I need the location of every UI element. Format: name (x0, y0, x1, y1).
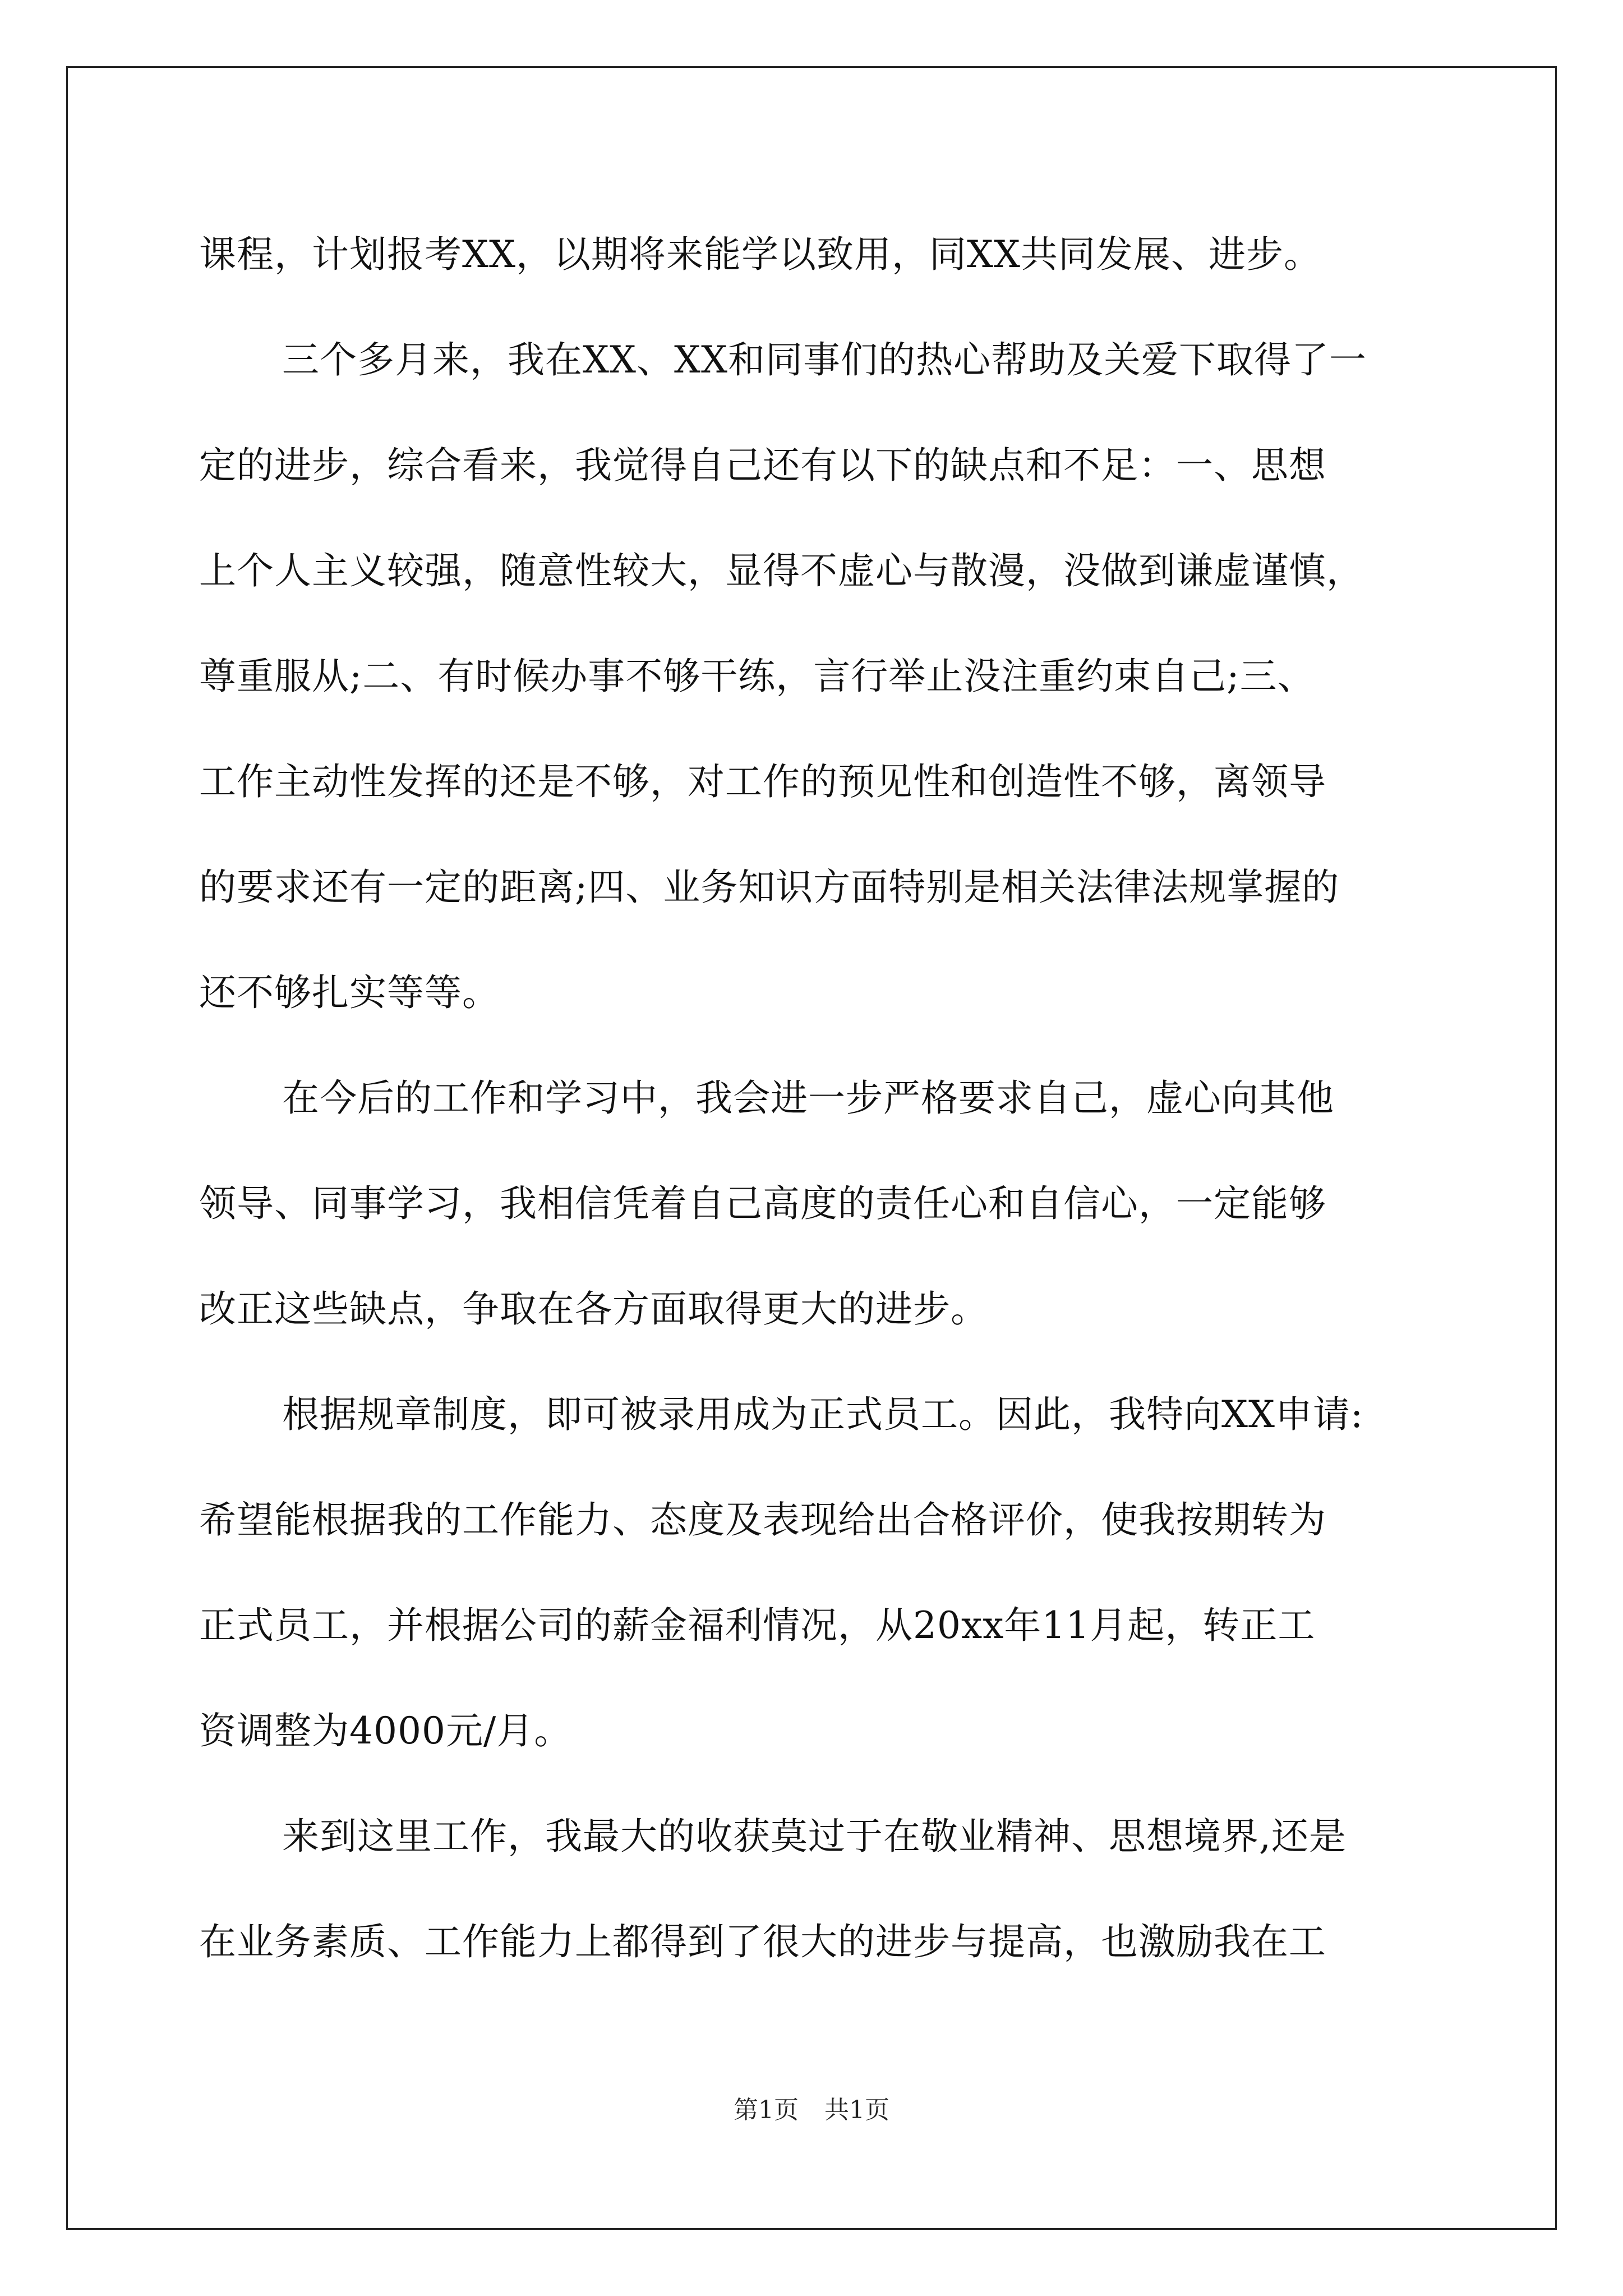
text-line: 资调整为4000元/月。 (199, 1709, 572, 1752)
text-line: 定的进步，综合看来，我觉得自己还有以下的缺点和不足：一、思想 (199, 444, 1326, 487)
page-footer (0, 2090, 1623, 2125)
paragraph-start-line: 三个多月来，我在XX、XX和同事们的热心帮助及关爱下取得了一 (282, 338, 1367, 381)
page-number: 第1页 (734, 2096, 799, 2124)
text-line: 的要求还有一定的距离;四、业务知识方面特别是相关法律法规掌握的 (199, 866, 1340, 909)
text-line: 希望能根据我的工作能力、态度及表现给出合格评价，使我按期转为 (199, 1498, 1326, 1542)
page-total: 共1页 (824, 2096, 889, 2124)
paragraph-start-line: 在今后的工作和学习中，我会进一步严格要求自己，虚心向其他 (282, 1076, 1334, 1120)
paragraph-start-line: 根据规章制度，即可被录用成为正式员工。因此，我特向XX申请: (282, 1393, 1364, 1436)
text-line: 还不够扎实等等。 (199, 971, 500, 1014)
text-line: 上个人主义较强，随意性较大，显得不虚心与散漫，没做到谦虚谨慎， (199, 549, 1364, 592)
text-line: 正式员工，并根据公司的薪金福利情况，从20xx年11月起，转正工 (199, 1604, 1316, 1647)
text-line: 课程，计划报考XX，以期将来能学以致用，同XX共同发展、进步。 (199, 233, 1321, 276)
paragraph-start-line: 来到这里工作，我最大的收获莫过于在敬业精神、思想境界,还是 (282, 1815, 1347, 1858)
document-body (199, 202, 1455, 1995)
text-line: 尊重服从;二、有时候办事不够干练，言行举止没注重约束自己;三、 (199, 655, 1315, 698)
text-line: 改正这些缺点，争取在各方面取得更大的进步。 (199, 1287, 988, 1331)
text-line: 在业务素质、工作能力上都得到了很大的进步与提高，也激励我在工 (199, 1920, 1326, 1963)
text-line: 领导、同事学习，我相信凭着自己高度的责任心和自信心，一定能够 (199, 1182, 1326, 1225)
text-line: 工作主动性发挥的还是不够，对工作的预见性和创造性不够，离领导 (199, 760, 1326, 803)
